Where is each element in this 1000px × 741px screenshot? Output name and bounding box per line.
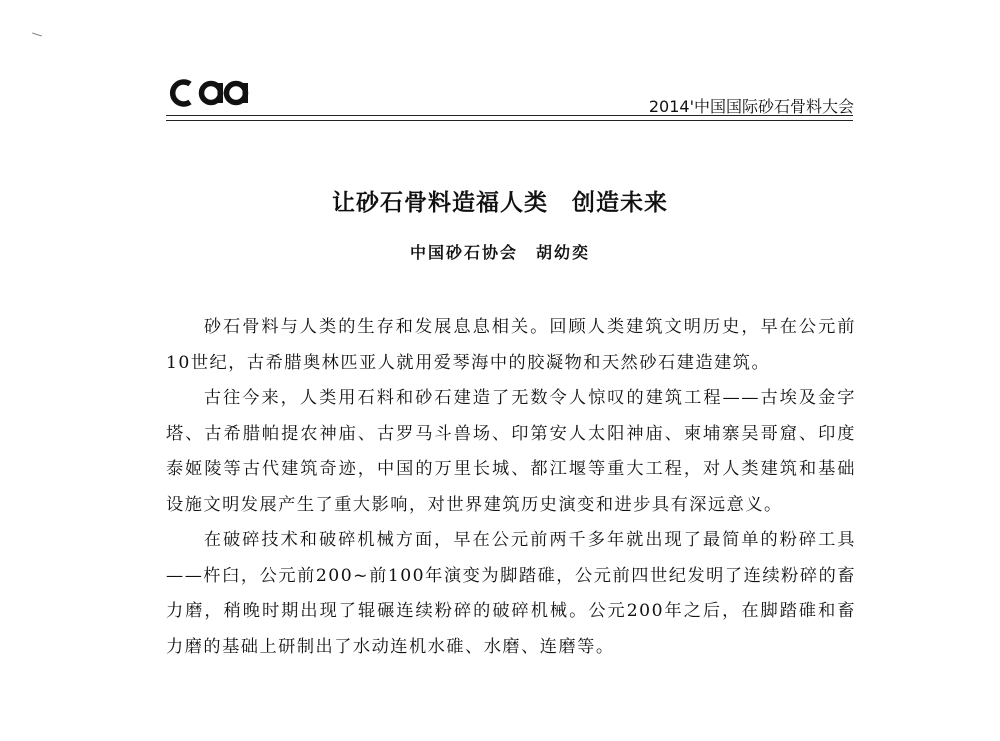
body-text [166,310,856,665]
scan-artifact-mark [32,32,42,36]
paragraph: 在破碎技术和破碎机械方面，早在公元前两千多年就出现了最简单的粉碎工具——杵臼，公元前200~前100年演变为脚踏碓，公元前四世纪发明了连续粉碎的畜力磨，稍晚时期出现了辊碾连续粉碎的破碎机械。公元200年之后，在脚踏碓和畜力磨的基础上研制出了水动连机水碓、水磨、连磨等。 [166,530,856,657]
author-line: 中国砂石协会 胡幼奕 [409,243,590,262]
paper-title: 让砂石骨料造福人类 创造未来 [332,190,668,216]
paragraph: 古往今来，人类用石料和砂石建造了无数令人惊叹的建筑工程——古埃及金字塔、古希腊帕提农神庙、古罗马斗兽场、印第安人太阳神庙、柬埔寨吴哥窟、印度泰姬陵等古代建筑奇迹，中国的万里长城、都江堰等重大工程，对人类建筑和基础设施文明发展产生了重大影响，对世界建筑历史演变和进步具有深远意义。 [166,388,856,515]
header-rule [166,115,853,116]
paragraph: 砂石骨料与人类的生存和发展息息相关。回顾人类建筑文明历史，早在公元前10世纪，古希腊奥林匹亚人就用爱琴海中的胶凝物和天然砂石建造建筑。 [166,317,856,373]
caa-logo [166,70,252,110]
conference-title: 2014'中国国际砂石骨料大会 [648,97,854,116]
header-rule-thin [166,120,853,121]
